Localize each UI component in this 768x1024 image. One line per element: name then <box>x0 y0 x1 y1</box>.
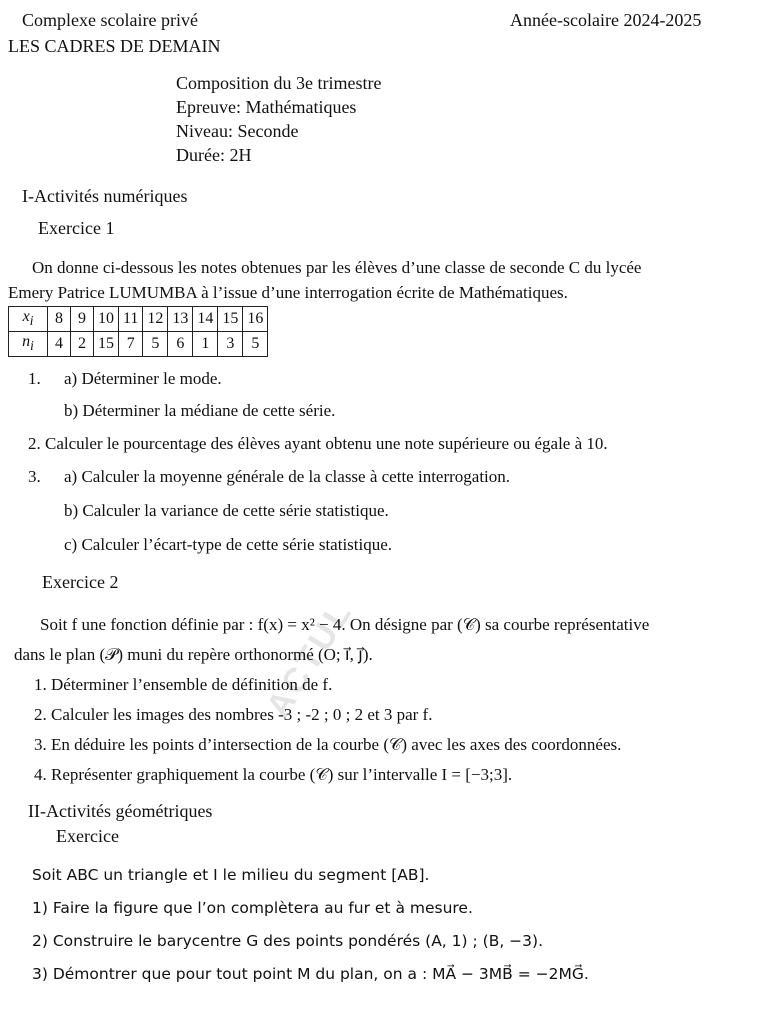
ex2-q4-text: 4. Représenter graphiquement la courbe (𝒞) sur l’intervalle I = [−3;3]. <box>34 765 513 784</box>
q3b-text: b) Calculer la variance de cette série statistique. <box>64 501 389 520</box>
table-cell: 9 <box>71 307 94 332</box>
table-cell: 10 <box>94 307 119 332</box>
part2-q3-text: 3) Démontrer que pour tout point M du plan, on a : MA⃗ − 3MB⃗ = −2MG⃗. <box>32 965 589 983</box>
school-name-line1: Complexe scolaire privé <box>22 10 198 30</box>
exercise2-intro-line1: Soit f une fonction définie par : f(x) = x² − 4. On désigne par (𝒞) sa courbe représentative <box>40 615 650 634</box>
table-cell: 8 <box>48 307 71 332</box>
composition-label: Composition du 3e trimestre <box>176 73 382 93</box>
exercise2-title: Exercice 2 <box>42 572 119 592</box>
ex2-q2-text: 2. Calculer les images des nombres -3 ; -2 ; 0 ; 2 et 3 par f. <box>34 705 433 724</box>
table-cell: 5 <box>243 332 268 357</box>
duree-label: Durée: 2H <box>176 145 252 165</box>
q1b-text: b) Déterminer la médiane de cette série. <box>64 401 336 420</box>
exercise1-intro-line1: On donne ci-dessous les notes obtenues par les élèves d’une classe de seconde C du lycée <box>32 258 642 277</box>
table-cell: 15 <box>218 307 243 332</box>
table-cell: 14 <box>193 307 218 332</box>
table-cell: 5 <box>143 332 168 357</box>
q3a-text: a) Calculer la moyenne générale de la classe à cette interrogation. <box>64 467 511 486</box>
table-cell: 2 <box>71 332 94 357</box>
part2-intro: Soit ABC un triangle et I le milieu du segment [AB]. <box>32 866 430 884</box>
ex2-q1-text: 1. Déterminer l’ensemble de définition de f. <box>34 675 333 694</box>
table-cell: 7 <box>119 332 143 357</box>
part1-title: I-Activités numériques <box>22 186 188 206</box>
x-header-cell: $x_i$ <box>9 307 48 332</box>
table-cell: 12 <box>143 307 168 332</box>
table-row <box>9 332 268 357</box>
ex2-q3-text: 3. En déduire les points d’intersection de la courbe (𝒞) avec les axes des coordonnées. <box>34 735 622 754</box>
q1a-text: a) Déterminer le mode. <box>64 369 222 388</box>
table-cell: 13 <box>168 307 193 332</box>
part2-q2-text: 2) Construire le barycentre G des points pondérés (A, 1) ; (B, −3). <box>32 932 544 950</box>
school-year: Année-scolaire 2024-2025 <box>510 10 702 30</box>
q1-number: 1. <box>28 369 41 388</box>
table-cell: 6 <box>168 332 193 357</box>
school-name-line2: LES CADRES DE DEMAIN <box>8 36 221 56</box>
q3c-text: c) Calculer l’écart-type de cette série statistique. <box>64 535 393 554</box>
part2-q1-text: 1) Faire la figure que l’on complètera au fur et à mesure. <box>32 899 473 917</box>
table-row <box>9 307 268 332</box>
part2-title: II-Activités géométriques <box>28 801 213 821</box>
q2-text: 2. Calculer le pourcentage des élèves ayant obtenu une note supérieure ou égale à 10. <box>28 434 608 453</box>
stats-table <box>8 306 268 357</box>
table-cell: 15 <box>94 332 119 357</box>
n-header-cell: $n_i$ <box>9 332 48 357</box>
exercise2-intro-line2: dans le plan (𝒫) muni du repère orthonormé (O; i⃗, j⃗). <box>14 645 373 664</box>
exercise1-title: Exercice 1 <box>38 218 115 238</box>
table-cell: 4 <box>48 332 71 357</box>
exercise1-intro-line2: Emery Patrice LUMUMBA à l’issue d’une interrogation écrite de Mathématiques. <box>8 283 568 302</box>
part2-exercise-title: Exercice <box>56 826 119 846</box>
table-cell: 3 <box>218 332 243 357</box>
epreuve-label: Epreuve: Mathématiques <box>176 97 357 117</box>
niveau-label: Niveau: Seconde <box>176 121 299 141</box>
table-cell: 11 <box>119 307 143 332</box>
table-cell: 1 <box>193 332 218 357</box>
table-cell: 16 <box>243 307 268 332</box>
q3-number: 3. <box>28 467 41 486</box>
watermark: ACTUL <box>259 593 361 725</box>
